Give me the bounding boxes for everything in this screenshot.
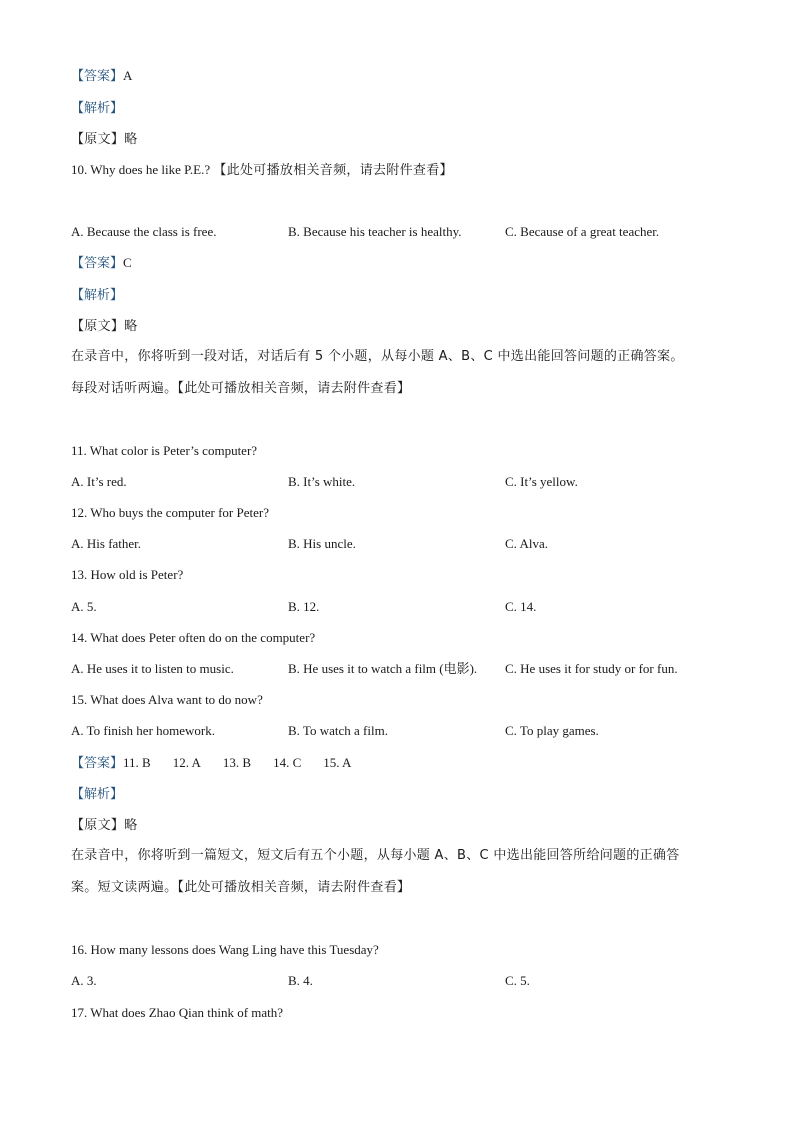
- q10-option-b: B. Because his teacher is healthy.: [288, 224, 462, 239]
- analysis-label: 【解析】: [71, 101, 124, 116]
- original-label: 【原文】: [71, 319, 125, 334]
- answer-item: 12. A: [172, 755, 201, 770]
- q15-option-c: C. To play games.: [505, 723, 599, 738]
- q11-option-a: A. It’s red.: [71, 474, 127, 489]
- answer-item: 13. B: [222, 755, 252, 770]
- q16-option-c: C. 5.: [505, 973, 530, 988]
- q9-answer: [71, 67, 132, 86]
- analysis-11-15: [71, 785, 123, 804]
- answer-item: 14. C: [273, 755, 302, 770]
- answer-label: 【答案】: [71, 69, 124, 84]
- section2-instruction-line1: 在录音中，你将听到一段对话，对话后有 5 个小题，从每小题 A、B、C 中选出能回答问题的正确答案。: [71, 349, 684, 364]
- section2-instruction-line2: 每段对话听两遍。【此处可播放相关音频，请去附件查看】: [71, 381, 411, 396]
- q12-option-b: B. His uncle.: [288, 536, 356, 551]
- q10-answer-value: C: [123, 255, 132, 270]
- q10-original: [71, 317, 138, 336]
- q10-answer: [71, 254, 132, 273]
- section3-instruction-line2: 案。短文读两遍。【此处可播放相关音频，请去附件查看】: [71, 880, 411, 895]
- q10-stem: [71, 161, 453, 180]
- q15-option-a: A. To finish her homework.: [71, 723, 215, 738]
- answer-item: 15. A: [323, 755, 352, 770]
- q10-original-value: 略: [124, 319, 138, 334]
- q9-original: [71, 130, 138, 149]
- original-label: 【原文】: [71, 818, 125, 833]
- q13-stem: 13. How old is Peter?: [71, 567, 184, 582]
- original-11-15: [71, 816, 138, 835]
- q17-stem: 17. What does Zhao Qian think of math?: [71, 1005, 284, 1020]
- q12-option-a: A. His father.: [71, 536, 142, 551]
- answer-item: 11. B: [123, 755, 151, 770]
- q14-option-c: C. He uses it for study or for fun.: [505, 661, 678, 676]
- answer-label: 【答案】: [71, 256, 124, 271]
- q12-stem: 12. Who buys the computer for Peter?: [71, 505, 269, 520]
- q11-option-c: C. It’s yellow.: [505, 474, 578, 489]
- q14-stem: 14. What does Peter often do on the computer?: [71, 630, 316, 645]
- q15-option-b: B. To watch a film.: [288, 723, 388, 738]
- q9-analysis: [71, 99, 123, 118]
- section3-instruction-line1: 在录音中，你将听到一篇短文，短文后有五个小题，从每小题 A、B、C 中选出能回答所给问题的正确答: [71, 848, 680, 863]
- q10-option-a: A. Because the class is free.: [71, 224, 217, 239]
- q13-option-a: A. 5.: [71, 599, 97, 614]
- q14-option-b: B. He uses it to watch a film (电影).: [288, 661, 478, 676]
- q11-stem: 11. What color is Peter’s computer?: [71, 443, 258, 458]
- q16-option-b: B. 4.: [288, 973, 313, 988]
- q13-option-b: B. 12.: [288, 599, 320, 614]
- analysis-label: 【解析】: [71, 787, 124, 802]
- q10-stem-text: 10. Why does he like P.E.?: [71, 162, 211, 177]
- q13-option-c: C. 14.: [505, 599, 537, 614]
- q10-analysis: [71, 286, 123, 305]
- q9-original-value: 略: [124, 132, 138, 147]
- answer-label: 【答案】: [71, 756, 124, 771]
- analysis-label: 【解析】: [71, 288, 124, 303]
- original-label: 【原文】: [71, 132, 125, 147]
- q10-option-c: C. Because of a great teacher.: [505, 224, 660, 239]
- q9-answer-value: A: [123, 68, 133, 83]
- q11-option-b: B. It’s white.: [288, 474, 356, 489]
- answers-11-15: [71, 754, 373, 773]
- q16-stem: 16. How many lessons does Wang Ling have this Tuesday?: [71, 942, 379, 957]
- original-11-15-value: 略: [124, 818, 138, 833]
- q16-option-a: A. 3.: [71, 973, 97, 988]
- q12-option-c: C. Alva.: [505, 536, 548, 551]
- q10-audio-note: 【此处可播放相关音频，请去附件查看】: [213, 163, 453, 178]
- q14-option-a: A. He uses it to listen to music.: [71, 661, 234, 676]
- q15-stem: 15. What does Alva want to do now?: [71, 692, 263, 707]
